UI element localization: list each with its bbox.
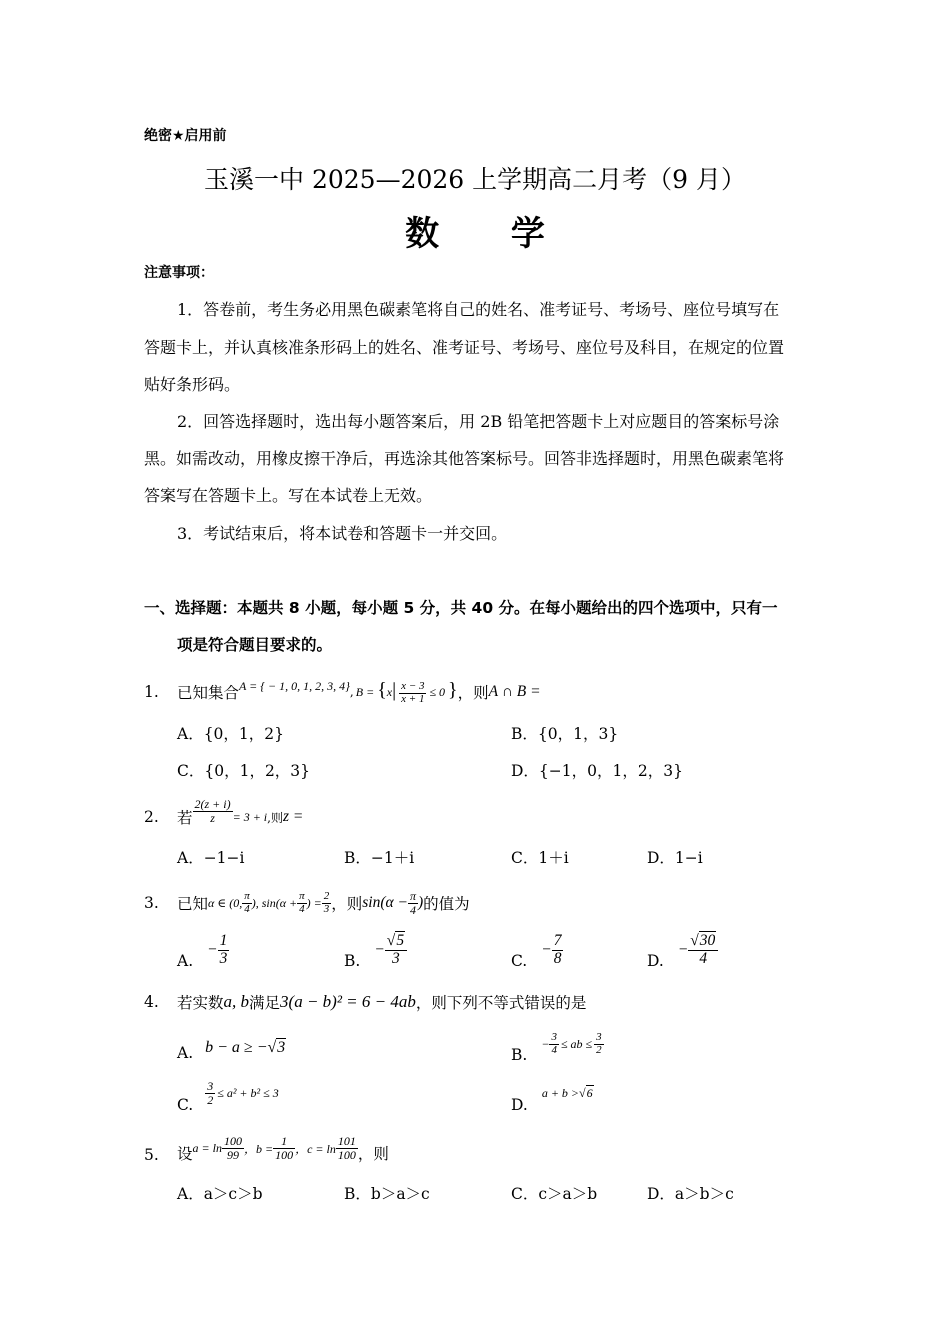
option-a: A. b − a ≥ − √3 xyxy=(177,1039,286,1062)
set-a: A = { − 1, 0, 1, 2, 3, 4} xyxy=(239,678,350,693)
fraction: $\frac{\pi}{4}$ xyxy=(409,888,416,917)
question-ask: A ∩ B = xyxy=(488,683,541,700)
option-d: D．1−i xyxy=(647,849,703,867)
option-a: A．{0，1，2} xyxy=(177,725,285,743)
set-b: B = {x| $\frac{x - 3}{x + 1}$ ≤ 0 } xyxy=(355,678,458,705)
notice-item2-line1: 2．回答选择题时，选出每小题答案后，用 2B 铅笔把答题卡上对应题目的答案标号涂 xyxy=(177,412,780,431)
option-c: C．1＋i xyxy=(511,849,569,867)
question-text: 若 xyxy=(177,809,193,827)
question-number: 1. xyxy=(144,683,159,701)
option-d: D．{−1，0，1，2，3} xyxy=(511,762,683,780)
option-b: B．{0，1，3} xyxy=(511,725,619,743)
secret-label: 绝密★启用前 xyxy=(144,128,227,144)
fraction: $\frac{\pi}{4}$ xyxy=(244,889,250,915)
option-b: B. − $\frac{3}{4}$ ≤ ab ≤ $\frac{3}{2}$ xyxy=(511,1031,602,1064)
notice-item2-line3: 答案写在答题卡上。写在本试卷上无效。 xyxy=(144,486,433,505)
option-c: C. $\frac{3}{2}$ ≤ a² + b² ≤ 3 xyxy=(177,1079,279,1114)
fraction: $\frac{2}{3}$ xyxy=(323,889,330,915)
option-a: A. − $\frac{1}{3}$ xyxy=(177,932,228,970)
question-3: 3. 已知 α ∈ (0, $\frac{\pi}{4}$ ) , sin(α + $\frac{\pi}{4}$ ) = $\frac{2}{3}$ ，则 sin(α − $\frac{\pi}{4}$ ) 的值为 xyxy=(144,888,470,917)
question-2: 2. 若 $\frac{2(z + i)}{z}$ = 3 + i ,则 z = xyxy=(144,796,304,827)
question-text: 已知 xyxy=(177,895,209,913)
option-d: D. − $\frac{√30}{4}$ xyxy=(647,930,718,970)
question-text: 若实数 xyxy=(177,994,224,1012)
question-1: 1. 已知集合 A = { − 1, 0, 1, 2, 3, 4} , B = {x| $\frac{x - 3}{x + 1}$ ≤ 0 } ，则 A ∩ B = xyxy=(144,678,541,705)
question-number: 5. xyxy=(144,1146,159,1164)
exam-title: 玉溪一中 2025—2026 上学期高二月考（9 月） xyxy=(204,165,746,194)
notice-item1-line2: 答题卡上，并认真核准条形码上的姓名、准考证号、考场号、座位号及科目，在规定的位置 xyxy=(144,338,785,357)
option-b: B. − $\frac{√5}{3}$ xyxy=(344,930,407,970)
fraction: $\frac{x - 3}{x + 1}$ xyxy=(401,680,425,705)
question-ask: z = xyxy=(282,808,304,825)
option-c: C．c＞a＞b xyxy=(511,1185,598,1203)
option-b: B．−1＋i xyxy=(344,849,415,867)
option-c: C．{0，1，2，3} xyxy=(177,762,311,780)
notice-item3-line1: 3．考试结束后，将本试卷和答题卡一并交回。 xyxy=(177,524,508,543)
question-number: 4. xyxy=(144,993,159,1011)
question-number: 2. xyxy=(144,808,159,826)
section1-heading-line1: 一、选择题：本题共 8 小题，每小题 5 分，共 40 分。在每小题给出的四个选项中，只有一 xyxy=(144,599,778,617)
notice-item1-line3: 贴好条形码。 xyxy=(144,375,241,394)
notice-item1-line1: 1．答卷前，考生务必用黑色碳素笔将自己的姓名、准考证号、考场号、座位号填写在 xyxy=(177,300,780,319)
question-text: 设 xyxy=(177,1145,193,1163)
option-c: C. − $\frac{7}{8}$ xyxy=(511,932,562,970)
question-4: 4. 若实数 a, b 满足 3(a − b)² = 6 − 4ab ，则下列不等式错误的是 xyxy=(144,992,587,1012)
notice-item2-line2: 黑。如需改动，用橡皮擦干净后，再选涂其他答案标号。回答非选择题时，用黑色碳素笔将 xyxy=(144,449,785,468)
option-a: A．−1−i xyxy=(177,849,245,867)
notice-title: 注意事项： xyxy=(144,265,214,281)
question-text: 已知集合 xyxy=(177,684,240,702)
section1-heading-line2: 项是符合题目要求的。 xyxy=(177,636,333,654)
question-number: 3. xyxy=(144,894,159,912)
subject-title: 数 学 xyxy=(405,214,575,254)
question-5: 5. 设 a = ln $\frac{100}{99}$ ，b = $\frac{1}{100}$ ，c = ln $\frac{101}{100}$ ，则 xyxy=(144,1133,389,1164)
option-a: A．a＞c＞b xyxy=(177,1185,263,1203)
option-d: D．a＞b＞c xyxy=(647,1185,734,1203)
option-b: B．b＞a＞c xyxy=(344,1185,430,1203)
fraction: $\frac{\pi}{4}$ xyxy=(299,889,305,915)
fraction: $\frac{2(z + i)}{z}$ xyxy=(194,796,231,825)
option-d: D. a + b > √6 xyxy=(511,1086,593,1114)
